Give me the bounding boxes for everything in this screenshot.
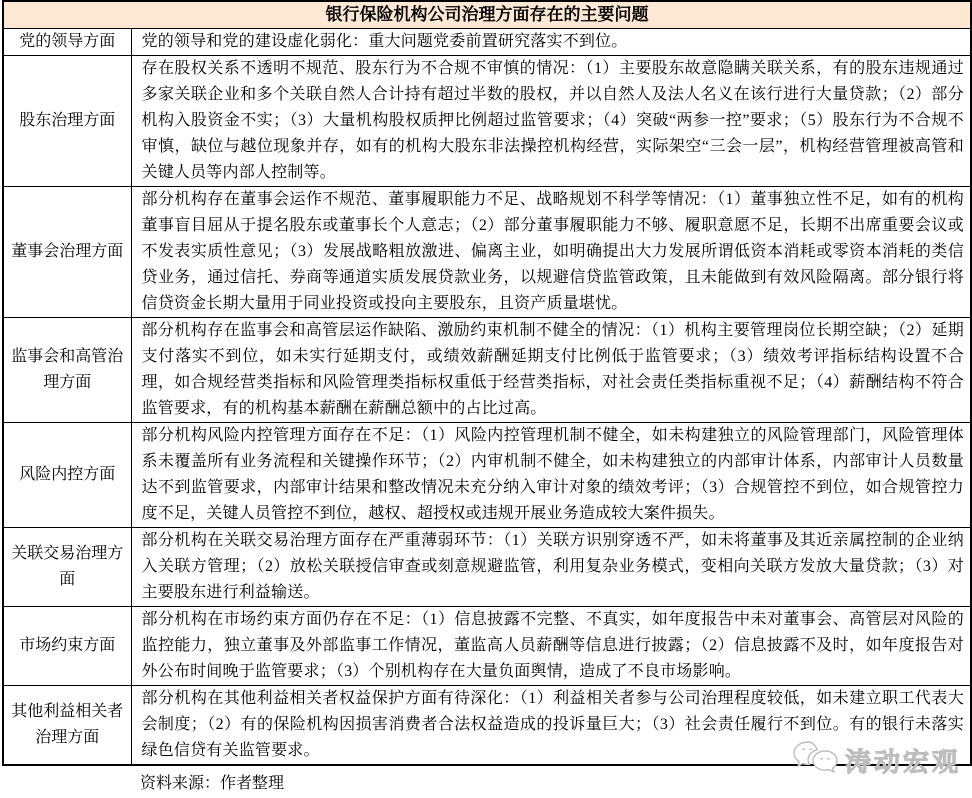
row-label-market-discipline: 市场约束方面 [3,607,131,686]
table-title-row [3,1,971,29]
row-content-market-discipline: 部分机构在市场约束方面仍存在不足：（1）信息披露不完整、不真实，如年度报告中未对董事会、高管层对风险的监控能力，独立董事及外部监事工作情况，董监高人员薪酬等信息进行披露；（2）信息披露不及时，如年度报告对外公布时间晚于监管要求；（3）个别机构存在大量负面舆情，造成了不良市场影响。 [131,607,971,686]
table-title: 银行保险机构公司治理方面存在的主要问题 [3,1,971,29]
table-row [3,528,971,607]
row-label-party-leadership: 党的领导方面 [3,29,131,56]
table-row [3,607,971,686]
table-row [3,686,971,766]
row-content-other-stakeholders: 部分机构在其他利益相关者权益保护方面有待深化：（1）利益相关者参与公司治理程度较低，如未建立职工代表大会制度；（2）有的保险机构因损害消费者合法权益造成的投诉量巨大；（3）社会责任履行不到位。有的银行未落实绿色信贷有关监管要求。 [131,686,971,766]
row-content-board-governance: 部分机构存在董事会运作不规范、董事履职能力不足、战略规划不科学等情况：（1）董事独立性不足，如有的机构董事盲目屈从于提名股东或董事长个人意志；（2）部分董事履职能力不够、履职意愿不足，长期不出席重要会议或不发表实质性意见；（3）发展战略粗放激进、偏离主业，如明确提出大力发展所谓低资本消耗或零资本消耗的类信贷业务，通过信托、券商等通道实质发展贷款业务，以规避信贷监管政策，且未能做到有效风险隔离。部分银行将信贷资金长期大量用于同业投资或投向主要股东，且资产质量堪忧。 [131,187,971,318]
row-label-related-party-transactions: 关联交易治理方面 [3,528,131,607]
row-label-other-stakeholders: 其他利益相关者治理方面 [3,686,131,766]
table-row [3,56,971,187]
source-note: 资料来源：作者整理 [140,775,285,792]
row-content-shareholder-governance: 存在股权关系不透明不规范、股东行为不合规不审慎的情况：（1）主要股东故意隐瞒关联关系，有的股东违规通过多家关联企业和多个关联自然人合计持有超过半数的股权，并以自然人及法人名义在该行进行大量贷款；（2）部分机构入股资金不实；（3）大量机构股权质押比例超过监管要求；（4）突破“两参一控”要求；（5）股东行为不合规不审慎，缺位与越位现象并存，如有的机构大股东非法操控机构经营，实际架空“三会一层”，机构经营管理被高管和关键人员等内部人控制等。 [131,56,971,187]
row-content-party-leadership: 党的领导和党的建设虚化弱化：重大问题党委前置研究落实不到位。 [131,29,971,56]
table-row [3,423,971,528]
governance-problems-table [2,0,972,766]
table-row [3,187,971,318]
watermark-text: 涛动宏观 [845,747,962,777]
row-label-risk-internal-control: 风险内控方面 [3,423,131,528]
row-content-supervisory-and-executives: 部分机构存在监事会和高管层运作缺陷、激励约束机制不健全的情况：（1）机构主要管理岗位长期空缺；（2）延期支付落实不到位，如未实行延期支付，或绩效薪酬延期支付比例低于监管要求；（3）绩效考评指标结构设置不合理，如合规经营类指标和风险管理类指标权重低于经营类指标，对社会责任类指标重视不足；（4）薪酬结构不符合监管要求，有的机构基本薪酬在薪酬总额中的占比过高。 [131,318,971,423]
row-label-board-governance: 董事会治理方面 [3,187,131,318]
row-label-supervisory-and-executives: 监事会和高管治理方面 [3,318,131,423]
row-content-risk-internal-control: 部分机构风险内控管理方面存在不足：（1）风险内控管理机制不健全，如未构建独立的风险管理部门，风险管理体系未覆盖所有业务流程和关键操作环节；（2）内审机制不健全，如未构建独立的内部审计体系，内部审计人员数量达不到监管要求，内部审计结果和整改情况未充分纳入审计对象的绩效考评；（3）合规管控不到位，如合规管控力度不足，关键人员管控不到位，越权、超授权或违规开展业务造成较大案件损失。 [131,423,971,528]
row-content-related-party-transactions: 部分机构在关联交易治理方面存在严重薄弱环节：（1）关联方识别穿透不严，如未将董事及其近亲属控制的企业纳入关联方管理；（2）放松关联授信审查或刻意规避监管，利用复杂业务模式，变相向关联方发放大量贷款；（3）对主要股东进行利益输送。 [131,528,971,607]
row-label-shareholder-governance: 股东治理方面 [3,56,131,187]
table-row [3,29,971,56]
table-row [3,318,971,423]
